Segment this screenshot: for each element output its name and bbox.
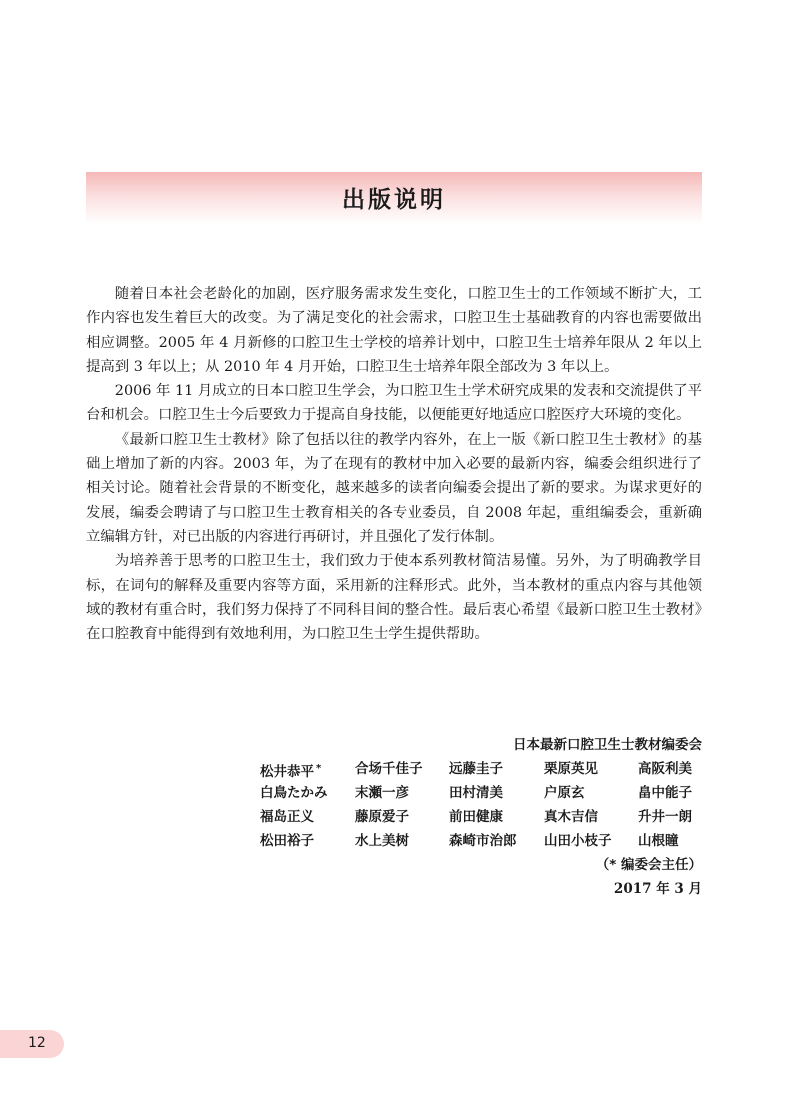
member-name: 山根瞳 — [638, 833, 679, 849]
member-name: 户原玄 — [544, 785, 585, 801]
page-number: 12 — [28, 1035, 46, 1051]
title-band — [86, 172, 702, 224]
member-name: 高阪利美 — [638, 761, 692, 777]
member-name-chair: 松井恭平 * — [260, 763, 322, 780]
preface-body — [86, 282, 702, 646]
chair-mark: * — [316, 763, 322, 774]
member-name: 白鳥たかみ — [260, 785, 328, 801]
member-name: 前田健康 — [449, 809, 503, 825]
paragraph: 随着日本社会老龄化的加剧，医疗服务需求发生变化，口腔卫生士的工作领域不断扩大，工作内容也发生着巨大的改变。为了满足变化的社会需求，口腔卫生士基础教育的内容也需要做出相应调整。2005 年 4 月新修的口腔卫生士学校的培养计划中，口腔卫生士培养年限从 2 年以上提高到 3 年以上；从 2010 年 4 月开始，口腔卫生士培养年限全部改为 3 年以上。 — [86, 286, 702, 375]
paragraph: 《最新口腔卫生士教材》除了包括以往的教学内容外，在上一版《新口腔卫生士教材》的基础上增加了新的内容。2003 年，为了在现有的教材中加入必要的最新内容，编委会组织进行了相关讨论。随着社会背景的不断变化，越来越多的读者向编委会提出了新的要求。为谋求更好的发展，编委会聘请了与口腔卫生士教育相关的各专业委员，自 2008 年起，重组编委会，重新确立编辑方针，对已出版的内容进行再研讨，并且强化了发行体制。 — [86, 431, 702, 545]
member-name: 远藤圭子 — [449, 761, 503, 777]
page-number-tab — [0, 1030, 64, 1058]
member-name: 松田裕子 — [260, 833, 314, 849]
member-name: 升井一朗 — [638, 809, 692, 825]
member-name: 合场千佳子 — [355, 761, 423, 777]
member-name: 藤原爱子 — [355, 809, 409, 825]
committee-name: 日本最新口腔卫生士教材编委会 — [513, 737, 702, 753]
publication-date: 2017 年 3 月 — [613, 881, 702, 897]
member-row — [86, 781, 702, 805]
member-row — [86, 805, 702, 829]
member-name: 水上美树 — [355, 833, 409, 849]
member-name: 森崎市治郎 — [449, 833, 517, 849]
member-row — [86, 829, 702, 853]
member-row — [86, 757, 702, 781]
member-name: 福岛正义 — [260, 809, 314, 825]
member-name: 山田小枝子 — [544, 833, 612, 849]
member-name: 栗原英见 — [544, 761, 598, 777]
paragraph: 为培养善于思考的口腔卫生士，我们致力于使本系列教材简洁易懂。另外，为了明确教学目标，在词句的解释及重要内容等方面，采用新的注释形式。此外，当本教材的重点内容与其他领域的教材有重合时，我们努力保持了不同科目间的整合性。最后衷心希望《最新口腔卫生士教材》在口腔教育中能得到有效地利用，为口腔卫生士学生提供帮助。 — [86, 553, 702, 643]
member-name: 田村清美 — [449, 785, 503, 801]
page-title: 出版说明 — [342, 187, 446, 213]
paragraph: 2006 年 11 月成立的日本口腔卫生学会，为口腔卫生士学术研究成果的发表和交流提供了平台和机会。口腔卫生士今后要致力于提高自身技能，以便能更好地适应口腔医疗大环境的变化。 — [86, 383, 702, 424]
member-name: 真木吉信 — [544, 809, 598, 825]
member-name: 末瀬一彦 — [355, 785, 409, 801]
member-name: 畠中能子 — [638, 785, 692, 801]
chair-note: （* 编委会主任） — [595, 857, 702, 873]
committee-signature — [86, 733, 702, 901]
